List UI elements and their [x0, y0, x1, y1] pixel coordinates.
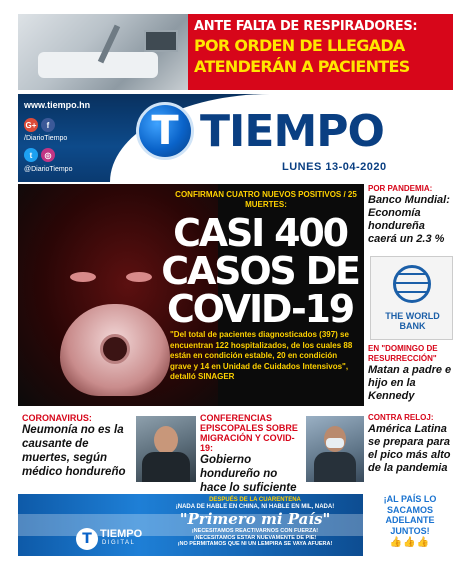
bottom-story-a-headline[interactable]: Neumonía no es la causante de muertes, según médico hondureño: [22, 424, 126, 478]
site-url[interactable]: www.tiempo.hn: [24, 100, 91, 110]
official-photo: [306, 416, 364, 482]
bottom-banner-line5: ¡NO PERMITAMOS QUE NI UN LEMPIRA SE VAYA AFUERA!: [177, 541, 333, 547]
doctor-photo: [136, 416, 196, 482]
social-row-twitter[interactable]: [24, 148, 55, 162]
tiempo-digital-logo-icon: T: [76, 528, 98, 550]
world-bank-sign: THE WORLD BANK: [385, 311, 440, 331]
top-banner-line3: ATENDERÁN A PACIENTES: [194, 57, 410, 76]
tiempo-logo-icon[interactable]: T: [136, 102, 194, 160]
main-story-summary: "Del total de pacientes diagnosticados (397) se encuentran 122 hospitalizados, de los cuales 88 están en condición estable, 20 en condición grave y 14 en Unidad de Cuidados Intensivos", detalló SINAGER: [170, 330, 353, 381]
globe-icon: [393, 265, 431, 303]
thumbs-up-icon: 👍👍👍: [389, 537, 431, 548]
twitter-handle[interactable]: @DiarioTiempo: [24, 166, 73, 173]
right-story-1-tag: POR PANDEMIA:: [368, 184, 433, 193]
bottom-right-slogan: [367, 494, 453, 556]
social-row-facebook[interactable]: [24, 118, 55, 132]
top-banner[interactable]: [0, 0, 471, 92]
bottom-banner-line1: DESPUÉS DE LA CUARENTENA: [209, 497, 301, 503]
bottom-banner-slogan: "Primero mi País": [179, 510, 331, 528]
right-story-3[interactable]: [368, 413, 453, 475]
bottom-banner-line3: ¡NECESITAMOS REACTIVARNOS CON FUERZA!: [191, 528, 319, 534]
doctor-suit-shape: [142, 452, 190, 482]
right-story-1-headline[interactable]: Banco Mundial: Economía hondureña caerá un 2.3 %: [368, 194, 450, 245]
hospital-bed-shape: [38, 52, 158, 78]
right-story-2-headline[interactable]: Matan a padre e hijo en la Kennedy: [368, 364, 452, 402]
bottom-story-b[interactable]: [200, 413, 304, 495]
top-banner-text[interactable]: [188, 14, 453, 90]
right-story-3-headline[interactable]: América Latina se prepara para el pico más alto de la pandemia: [368, 423, 451, 474]
instagram-icon[interactable]: ◎: [41, 148, 55, 162]
facebook-handle[interactable]: /DiarioTiempo: [24, 135, 68, 142]
bottom-story-a-tag: CORONAVIRUS:: [22, 413, 92, 423]
doctor-face-shape: [154, 426, 178, 454]
main-story-headline[interactable]: CASI 400 CASOS DE COVID-19: [161, 211, 359, 331]
right-story-2[interactable]: [368, 344, 453, 403]
eye-shape-right: [126, 272, 152, 282]
bottom-story-b-headline[interactable]: Gobierno hondureño no hace lo suficiente: [200, 454, 297, 494]
bottom-banner-line4: ¡NECESITAMOS ESTAR NUEVAMENTE DE PIE!: [193, 534, 317, 541]
monitor-shape: [144, 30, 178, 52]
tiempo-digital-logo-word: TIEMPO: [100, 528, 143, 540]
top-banner-line1: ANTE FALTA DE RESPIRADORES:: [194, 19, 418, 34]
edition-date: LUNES 13-04-2020: [282, 161, 387, 173]
bottom-banner[interactable]: [18, 494, 363, 556]
mask-valve-shape: [100, 334, 130, 364]
tiempo-logo-word[interactable]: TIEMPO: [200, 106, 384, 157]
official-suit-shape: [314, 452, 356, 482]
google-plus-icon[interactable]: G+: [24, 118, 38, 132]
masthead: [18, 94, 453, 182]
world-bank-photo: [370, 256, 453, 340]
main-story-kicker: CONFIRMAN CUATRO NUEVOS POSITIVOS / 25 MUERTES:: [175, 190, 357, 209]
bottom-banner-text: [150, 497, 360, 548]
bottom-story-a[interactable]: [22, 413, 132, 479]
facebook-icon[interactable]: f: [41, 118, 55, 132]
main-story[interactable]: [18, 184, 364, 406]
right-story-2-tag: EN "DOMINGO DE RESURRECCIÓN": [368, 344, 438, 363]
bottom-story-b-tag: CONFERENCIAS EPISCOPALES SOBRE MIGRACIÓN Y COVID-19:: [200, 413, 298, 453]
tiempo-digital-logo-sub: DIGITAL: [102, 540, 136, 546]
official-mask-shape: [326, 438, 344, 448]
right-story-1[interactable]: [368, 184, 453, 246]
bottom-right-text: ¡AL PAÍS LO SACAMOS ADELANTE JUNTOS!: [383, 494, 437, 536]
top-banner-line2: POR ORDEN DE LLEGADA: [194, 36, 405, 55]
eye-shape-left: [70, 272, 96, 282]
twitter-icon[interactable]: t: [24, 148, 38, 162]
bottom-banner-line2: ¡NADA DE HABLE EN CHINA, NI HABLE EN MIL, NADA!: [175, 504, 335, 510]
respirator-photo: [18, 14, 188, 90]
right-story-3-tag: CONTRA RELOJ:: [368, 413, 434, 422]
